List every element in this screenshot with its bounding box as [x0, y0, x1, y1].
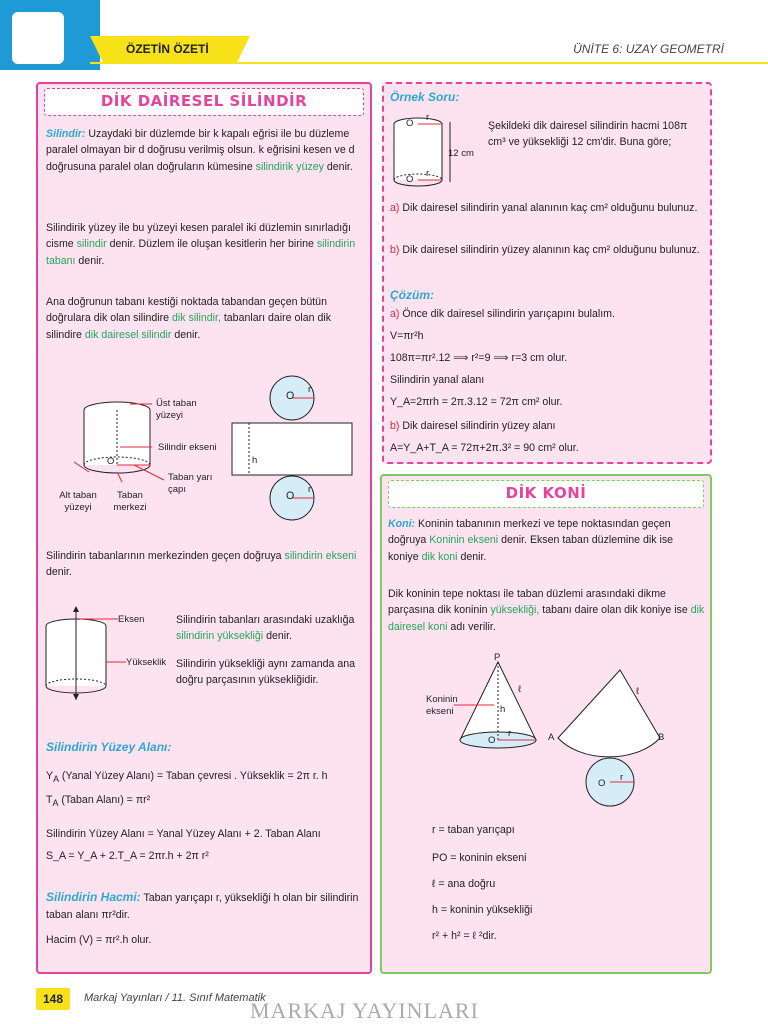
- cone-def-1: r = taban yarıçapı: [432, 824, 515, 836]
- example-question: Şekildeki dik dairesel silindirin hacmi 108π cm³ ve yüksekliği 12 cm'dir. Buna göre;: [488, 120, 688, 149]
- text: T: [46, 794, 53, 806]
- text: Koninin tabanının merkezi ve tepe noktasından geçen doğruya: [388, 518, 671, 547]
- label-bottom-base: Alt taban yüzeyi: [59, 490, 97, 513]
- cylinder-height-figure: [44, 606, 174, 706]
- footer-text: Markaj Yayınları / 11. Sınıf Matematik: [84, 992, 266, 1004]
- term: silindirin ekseni: [284, 550, 357, 562]
- page-number: 148: [36, 988, 70, 1010]
- solution-line-6: [390, 418, 706, 434]
- surface-area-formula: S_A = Y_A + 2.T_A = 2πr.h + 2π r²: [46, 850, 209, 862]
- label: b): [390, 420, 400, 432]
- surface-area-title: Silindirin Yüzey Alanı:: [46, 740, 172, 754]
- cone-label-r: r: [508, 728, 512, 739]
- solution-line-4: Silindirin yanal alanı: [390, 374, 485, 386]
- text: Dik dairesel silindirin yüzey alanı: [399, 420, 556, 432]
- term-silindir: Silindir:: [46, 128, 86, 140]
- term-koni: Koni:: [388, 518, 416, 530]
- cone-def-5: r² + h² = ℓ ²dir.: [432, 930, 497, 942]
- term: silindirin tabanı: [46, 238, 356, 267]
- header-white-square: [12, 12, 64, 64]
- label-yukseklik: Yükseklik: [126, 657, 167, 668]
- label: b): [390, 244, 400, 256]
- term-silindirik-yuzey: silindirik yüzey: [255, 160, 324, 173]
- cone-label-axis: Koninin ekseni: [426, 694, 458, 717]
- header-rule: [90, 62, 768, 64]
- solution-line-2: V=πr²h: [390, 330, 424, 342]
- label-O: O: [107, 456, 115, 467]
- cone-title: DİK KONİ: [388, 480, 704, 508]
- section-title: ÖZETİN ÖZETİ: [126, 42, 209, 56]
- label-r: r: [308, 484, 312, 495]
- example-part-a: [390, 200, 706, 216]
- unit-title: ÜNİTE 6: UZAY GEOMETRİ: [573, 42, 724, 56]
- text: denir.: [323, 160, 353, 173]
- text: Y: [46, 770, 54, 782]
- label: a): [390, 202, 400, 214]
- label-O: O: [286, 490, 295, 502]
- text: denir.: [46, 566, 72, 579]
- ex-label-O: O: [406, 174, 414, 185]
- text: A: [52, 798, 59, 809]
- cylinder-title: DİK DAİRESEL SİLİNDİR: [44, 88, 364, 116]
- term: dik koni: [421, 550, 458, 563]
- label-r: r: [308, 384, 312, 395]
- watermark: MARKAJ YAYINLARI: [250, 998, 479, 1023]
- example-part-b: [390, 242, 706, 258]
- cone-def-2: PO = koninin ekseni: [432, 852, 527, 864]
- ex-label-r: r: [426, 168, 430, 179]
- label-O: O: [286, 390, 295, 402]
- cylinder-paragraph-3: [46, 294, 364, 343]
- volume-formula: Hacim (V) = πr².h olur.: [46, 934, 152, 946]
- cone-paragraph-2: [388, 586, 706, 635]
- label-cylinder-axis: Silindir ekseni: [158, 442, 217, 453]
- surface-area-line: Silindirin Yüzey Alanı = Yanal Yüzey Alanı + 2. Taban Alanı: [46, 828, 321, 840]
- text: adı verilir.: [447, 620, 496, 633]
- ex-label-O: O: [406, 118, 414, 129]
- text: denir. Eksen taban düzlemine dik ise koniye: [388, 534, 674, 563]
- sector-label-l: ℓ: [636, 686, 640, 697]
- cylinder-paragraph-4: [46, 548, 364, 581]
- text: Taban yarıçapı r, yüksekliği h olan bir silindirin taban alanı πr²dir.: [46, 892, 359, 921]
- text: A: [53, 774, 59, 785]
- cone-label-O: O: [488, 735, 496, 746]
- text: (Yanal Yüzey Alanı) = Taban çevresi . Yükseklik = 2π r. h: [58, 770, 328, 782]
- term: silindir: [76, 238, 107, 251]
- solution-line-1: [390, 306, 706, 322]
- text: Uzaydaki bir düzlemde bir k kapalı eğrisi ile bu düzleme paralel olmayan bir d doğrusu verilmiş olsun. k eğrisini kesen ve d doğrusuna paralel olan doğruların kümesine: [46, 128, 355, 173]
- text: denir.: [171, 328, 201, 341]
- solution-line-5: Y_A=2πrh = 2π.3.12 = 72π cm² olur.: [390, 396, 563, 408]
- term: Koninin ekseni: [429, 534, 499, 547]
- solution-title: Çözüm:: [390, 288, 434, 302]
- text: Dik dairesel silindirin yüzey alanının kaç cm² olduğunu bulunuz.: [399, 244, 700, 256]
- label: a): [390, 308, 400, 320]
- text: denir.: [263, 630, 292, 643]
- label-top-base: Üst taban yüzeyi: [156, 398, 197, 421]
- text: Ana doğrunun tabanı kestiği noktada tabandan geçen bütün doğrulara dik olan silindire: [46, 296, 327, 325]
- cylinder-definition: [46, 126, 364, 175]
- text: denir. Düzlem ile oluşan kesitlerin her birine: [106, 238, 317, 251]
- term: dik dairesel koni: [388, 604, 705, 633]
- sector-label-A: A: [548, 732, 555, 743]
- sector-label-B: B: [658, 732, 665, 743]
- ex-label-r: r: [426, 112, 430, 123]
- base-area-formula: [46, 792, 364, 811]
- term: dik silindir,: [172, 312, 221, 325]
- text: Silindirik yüzey ile bu yüzeyi kesen paralel iki düzlemin sınırladığı cisme: [46, 222, 352, 251]
- text: Silindirin tabanlarının merkezinden geçen doğruya: [46, 550, 285, 562]
- circle-label-r: r: [620, 772, 624, 783]
- label-base-radius: Taban yarı çapı: [168, 472, 213, 495]
- solution-line-3: 108π=πr².12 ⟹ r²=9 ⟹ r=3 cm olur.: [390, 352, 568, 364]
- text: Silindirin tabanları arasındaki uzaklığa: [176, 614, 355, 626]
- lateral-area-formula: [46, 768, 364, 787]
- text: (Taban Alanı) = πr²: [58, 794, 151, 806]
- label-h: h: [252, 455, 258, 466]
- text: tabanları daire olan dik silindire: [46, 312, 332, 341]
- term: dik dairesel silindir: [84, 328, 172, 341]
- cone-label-P: P: [494, 652, 501, 663]
- term: silindirin yüksekliği: [176, 630, 264, 643]
- label-base-center: Taban merkezi: [113, 490, 147, 513]
- text: denir.: [75, 254, 105, 267]
- text: Dik dairesel silindirin yanal alanının kaç cm² olduğunu bulunuz.: [399, 202, 698, 214]
- solution-line-7: A=Y_A+T_A = 72π+2π.3² = 90 cm² olur.: [390, 442, 579, 454]
- example-title: Örnek Soru:: [390, 90, 460, 104]
- label-eksen: Eksen: [118, 614, 145, 625]
- volume-title: Silindirin Hacmi:: [46, 890, 141, 904]
- text: denir.: [457, 550, 487, 563]
- cylinder-paragraph-2: [46, 220, 364, 269]
- cylinder-paragraph-6: Silindirin yüksekliği aynı zamanda ana doğru parçasının yüksekliğidir.: [176, 658, 356, 687]
- cone-def-3: ℓ = ana doğru: [432, 878, 496, 890]
- cylinder-paragraph-5: [176, 612, 364, 645]
- cone-label-h: h: [500, 704, 506, 715]
- cone-def-4: h = koninin yüksekliği: [432, 904, 533, 916]
- volume-paragraph: [46, 888, 364, 923]
- text: tabanı daire olan dik koniye ise: [539, 604, 691, 617]
- circle-label-O: O: [598, 778, 606, 789]
- cone-label-l: ℓ: [518, 684, 522, 695]
- text: Dik koninin tepe noktası ile taban düzlemi arasındaki dikme parçasına dik koninin: [388, 588, 666, 617]
- term: yüksekliği,: [490, 604, 540, 617]
- text: Önce dik dairesel silindirin yarıçapını bulalım.: [399, 308, 615, 320]
- ex-label-h: 12 cm: [448, 148, 474, 159]
- cone-definition: [388, 516, 706, 565]
